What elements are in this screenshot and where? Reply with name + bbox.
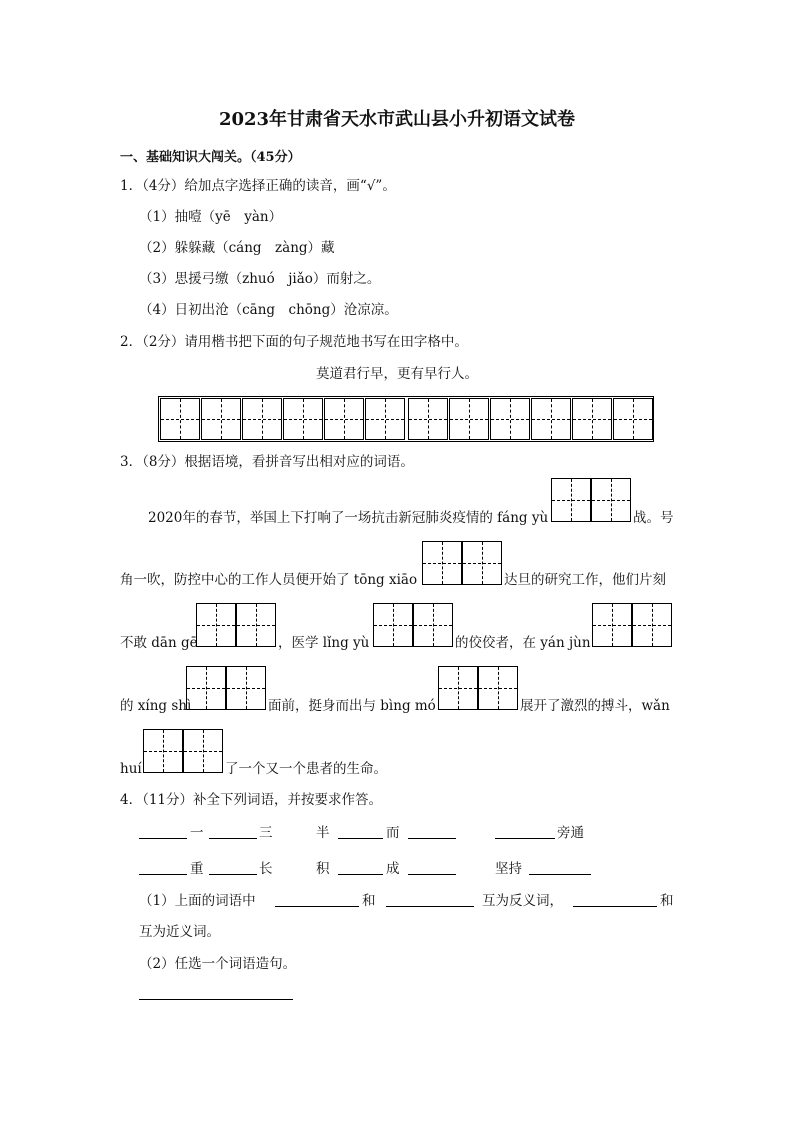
grid-cell[interactable] xyxy=(531,398,571,440)
answer-cell[interactable] xyxy=(373,603,413,647)
q3-line4-tail: 展开了激烈的搏斗，wǎn xyxy=(520,698,670,714)
answer-cell[interactable] xyxy=(632,603,672,647)
q3-line3-mid: ，医学 lǐng yù xyxy=(278,635,370,651)
answer-cell[interactable] xyxy=(591,478,631,522)
fill-blank[interactable] xyxy=(139,824,187,839)
q3-line5-text: huí xyxy=(120,761,142,777)
section-heading: 一、基础知识大闯关。（45分） xyxy=(120,150,301,165)
fill-blank[interactable] xyxy=(495,824,555,839)
q3-line4-mid: 面前，挺身而出与 bìng mó xyxy=(268,698,436,714)
fill-blank[interactable] xyxy=(275,892,359,907)
q1-stem: 1．（4分）给加点字选择正确的读音，画“√”。 xyxy=(120,178,396,194)
answer-cell[interactable] xyxy=(226,666,266,710)
page-title: 2023年甘肃省天水市武山县小升初语文试卷 xyxy=(218,109,576,130)
q4-sub2-text: （2）任选一个词语造句。 xyxy=(139,956,297,972)
q4-word-char: 长 xyxy=(259,861,273,877)
q4-sub1-text: （1）上面的词语中 xyxy=(139,893,256,909)
fill-blank[interactable] xyxy=(386,892,474,907)
grid-cell[interactable] xyxy=(283,398,323,440)
q1-item-4: （4）日初出沧（cāng chōng）沧凉凉。 xyxy=(139,302,398,318)
q4-word-char: 旁通 xyxy=(557,825,584,841)
grid-cell[interactable] xyxy=(572,398,612,440)
q2-stem: 2．（2分）请用楷书把下面的句子规范地书写在田字格中。 xyxy=(120,334,468,350)
grid-cell[interactable] xyxy=(201,398,241,440)
q3-line2-text: 角一吹，防控中心的工作人员便开始了 tōng xiāo xyxy=(120,572,418,588)
q3-line5-end: 了一个又一个患者的生命。 xyxy=(225,761,387,777)
grid-cell[interactable] xyxy=(408,398,448,440)
q1-item-1: （1）抽噎（yē yàn） xyxy=(139,209,283,225)
fill-blank[interactable] xyxy=(338,824,383,839)
grid-cell[interactable] xyxy=(613,398,653,440)
q4-word-char: 坚持 xyxy=(495,861,522,877)
q3-line3-text: 不敢 dān gē xyxy=(120,635,198,651)
q3-line4-text: 的 xíng shì xyxy=(120,698,192,714)
grid-cell[interactable] xyxy=(242,398,282,440)
q4-word-char: 重 xyxy=(190,861,204,877)
q4-word-char: 三 xyxy=(259,825,273,841)
fill-blank[interactable] xyxy=(529,860,591,875)
fill-blank[interactable] xyxy=(209,824,257,839)
q3-line1-text: 2020年的春节，举国上下打响了一场抗击新冠肺炎疫情的 fáng yù xyxy=(148,510,549,526)
q3-stem: 3．（8分）根据语境，看拼音写出相对应的词语。 xyxy=(120,454,414,470)
grid-cell[interactable] xyxy=(324,398,364,440)
answer-cell[interactable] xyxy=(413,603,453,647)
answer-cell[interactable] xyxy=(183,729,223,773)
answer-cell[interactable] xyxy=(462,541,502,585)
fill-blank[interactable] xyxy=(573,892,657,907)
grid-cell[interactable] xyxy=(365,398,405,440)
fill-blank[interactable] xyxy=(408,860,456,875)
q4-sub1-antonym: 互为反义词， xyxy=(482,893,563,909)
grid-cell[interactable] xyxy=(490,398,530,440)
answer-cell[interactable] xyxy=(143,729,183,773)
q4-word-char: 半 xyxy=(316,825,330,841)
answer-cell[interactable] xyxy=(438,666,478,710)
answer-cell[interactable] xyxy=(186,666,226,710)
q1-item-2: （2）躲躲藏（cáng zàng）藏 xyxy=(139,240,335,256)
answer-cell[interactable] xyxy=(196,603,236,647)
q3-line2-end: 达旦的研究工作，他们片刻 xyxy=(504,572,666,588)
grid-cell[interactable] xyxy=(449,398,489,440)
fill-blank[interactable] xyxy=(209,860,257,875)
answer-cell[interactable] xyxy=(592,603,632,647)
answer-cell[interactable] xyxy=(478,666,518,710)
fill-blank[interactable] xyxy=(338,860,383,875)
q4-sub1-and2: 和 xyxy=(660,893,674,909)
q4-word-char: 一 xyxy=(190,825,204,841)
sentence-answer-line[interactable] xyxy=(139,985,293,1000)
answer-cell[interactable] xyxy=(551,478,591,522)
q3-line3-tail: 的佼佼者，在 yán jùn xyxy=(455,635,591,651)
answer-cell[interactable] xyxy=(236,603,276,647)
q4-word-char: 而 xyxy=(386,825,400,841)
fill-blank[interactable] xyxy=(139,860,187,875)
q4-sub1-and: 和 xyxy=(362,893,376,909)
q4-word-char: 成 xyxy=(386,861,400,877)
q2-sentence: 莫道君行早，更有早行人。 xyxy=(316,366,478,382)
answer-cell[interactable] xyxy=(422,541,462,585)
q4-stem: 4．（11分）补全下列词语，并按要求作答。 xyxy=(120,792,383,808)
q4-word-char: 积 xyxy=(316,861,330,877)
q1-item-3: （3）思援弓缴（zhuó jiǎo）而射之。 xyxy=(139,271,381,287)
fill-blank[interactable] xyxy=(408,824,456,839)
q4-sub1-synonym: 互为近义词。 xyxy=(139,924,220,940)
grid-cell[interactable] xyxy=(160,398,200,440)
q3-line1-end: 战。号 xyxy=(633,510,674,526)
